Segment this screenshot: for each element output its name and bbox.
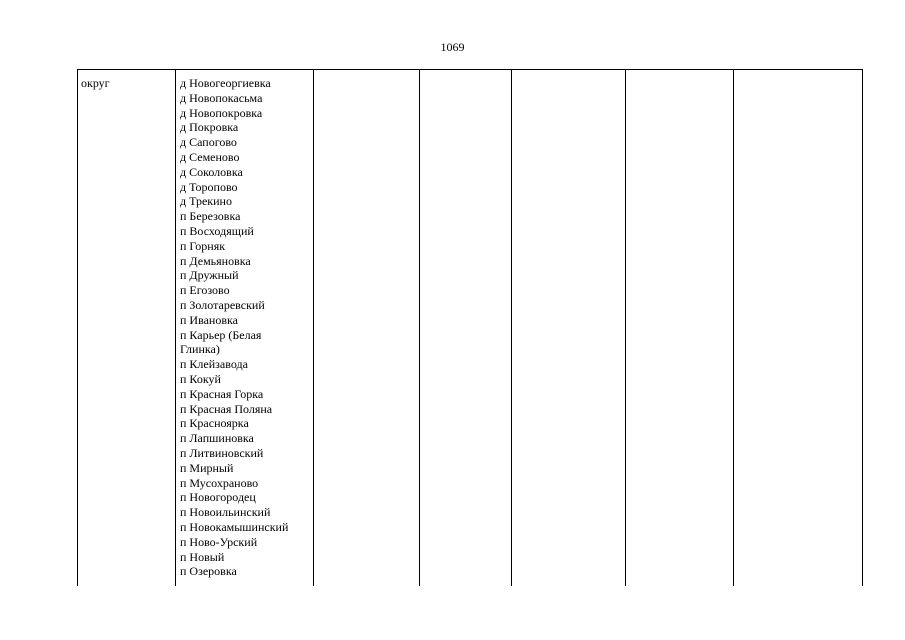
column-divider-4 (511, 70, 512, 586)
settlement-item: д Новогеоргиевка (180, 76, 271, 90)
settlement-item: п Лапшиновка (180, 431, 254, 446)
column-divider-5 (625, 70, 626, 586)
table-border-right (862, 70, 863, 586)
table-border-left (77, 70, 78, 586)
settlement-item: п Красная Горка (180, 386, 264, 401)
settlement-item: д Новопокровка (180, 105, 263, 120)
settlement-item: п Новокамышинский (180, 519, 289, 534)
settlement-item: п Ново-Урский (180, 534, 258, 549)
settlement-item: п Красная Поляна (180, 401, 273, 416)
settlement-item: п Озеровка (180, 564, 237, 579)
settlement-item: д Семеново (180, 149, 240, 164)
settlement-item: п Егозово (180, 283, 230, 298)
column-divider-3 (419, 70, 420, 586)
settlement-item: п Литвиновский (180, 445, 264, 460)
settlement-item: п Кокуй (180, 371, 221, 386)
settlement-item: Глинка) (180, 342, 220, 357)
settlement-item: п Горняк (180, 238, 226, 253)
settlements-table (77, 69, 863, 585)
settlement-item: п Красноярка (180, 416, 249, 431)
settlement-item: п Восходящий (180, 223, 254, 238)
settlement-item: п Карьер (Белая (180, 327, 262, 342)
settlement-item: п Березовка (180, 209, 241, 224)
settlement-item: п Мусохраново (180, 475, 259, 490)
settlement-item: п Золотаревский (180, 297, 265, 312)
settlement-item: п Новогородец (180, 490, 256, 505)
settlement-item: д Торопово (180, 179, 238, 194)
settlement-item: п Ивановка (180, 312, 238, 327)
settlement-item: п Демьяновка (180, 253, 251, 268)
column-divider-6 (733, 70, 734, 586)
column-divider-2 (313, 70, 314, 586)
settlement-item: д Соколовка (180, 164, 243, 179)
settlement-item: п Новоильинский (180, 505, 271, 520)
settlement-list (180, 76, 288, 579)
settlement-item: д Новопокасьма (180, 90, 263, 105)
settlement-item: п Новый (180, 549, 225, 564)
settlement-item: д Сапогово (180, 135, 237, 150)
column-divider-1 (175, 70, 176, 586)
page-number: 1069 (440, 40, 465, 54)
settlement-item: п Клейзавода (180, 357, 248, 372)
settlement-item: д Покровка (180, 120, 239, 135)
settlement-item: д Трекино (180, 194, 232, 209)
settlement-item: п Мирный (180, 460, 234, 475)
settlement-item: п Дружный (180, 268, 239, 283)
district-cell: округ (81, 76, 110, 90)
